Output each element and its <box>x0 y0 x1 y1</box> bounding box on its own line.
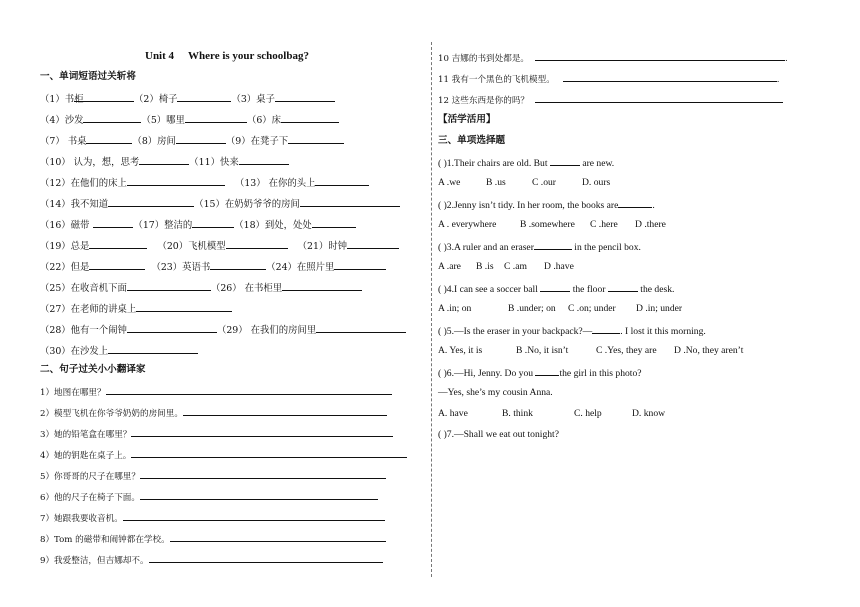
vocab-row <box>40 197 400 211</box>
option[interactable]: A. have <box>438 408 468 419</box>
question-stem: . <box>652 200 655 211</box>
answer-blank[interactable] <box>177 92 231 102</box>
answer-blank[interactable] <box>108 197 194 207</box>
vocab-item: （9）在凳子下 <box>225 136 289 147</box>
option[interactable]: B .No, it isn’t <box>516 345 569 356</box>
question-stem: ( )5.—Is the eraser in your backpack?— <box>438 326 593 337</box>
translate-prompt: 1）地图在哪里？ <box>40 388 106 398</box>
option[interactable]: D .No, they aren’t <box>674 345 744 356</box>
answer-blank[interactable] <box>535 93 783 103</box>
translate-prompt: 4）她的钥匙在桌子上。 <box>40 451 132 461</box>
vocab-item: （17）整洁的 <box>133 220 193 231</box>
vocab-item: （18）到处，处处 <box>234 220 312 231</box>
vocab-row <box>40 113 339 127</box>
vocab-row <box>40 218 356 232</box>
option[interactable]: C .our <box>532 177 556 188</box>
question-6 <box>438 366 642 380</box>
option[interactable]: A .in; on <box>438 303 472 314</box>
unit-name: Where is your schoolbag? <box>188 50 309 62</box>
answer-blank[interactable] <box>140 469 386 479</box>
answer-blank[interactable] <box>239 155 289 165</box>
translate-item <box>40 469 386 483</box>
question-2-options <box>438 219 666 231</box>
question-3-options <box>438 261 574 273</box>
option[interactable]: A. Yes, it is <box>438 345 483 356</box>
vocab-row <box>40 323 406 337</box>
vocab-item: （11）快来 <box>189 157 239 168</box>
answer-blank[interactable] <box>316 323 406 333</box>
answer-blank[interactable] <box>74 92 134 102</box>
question-7: ( )7.—Shall we eat out tonight? <box>438 429 559 440</box>
vocab-item: （23）英语书 <box>151 262 211 273</box>
translate-prompt: 7）她跟我要收音机。 <box>40 514 123 524</box>
vocab-item: （29） 在我们的房间里 <box>216 325 317 336</box>
question-stem: ( )1.Their chairs are old. But <box>438 158 548 169</box>
vocab-item: （4）沙发 <box>40 115 84 126</box>
translate-prompt: 2）模型飞机在你爷爷奶奶的房间里。 <box>40 409 183 419</box>
option[interactable]: D .there <box>635 219 666 230</box>
question-5 <box>438 324 706 338</box>
translate-prompt: 11 我有一个黑色的飞机模型。 <box>438 75 555 85</box>
answer-blank[interactable] <box>226 239 288 249</box>
vocab-item: （3）桌子 <box>231 94 275 105</box>
answer-blank[interactable] <box>131 427 393 437</box>
option[interactable]: B .is <box>476 261 494 272</box>
question-stem: ( )3.A ruler and an eraser <box>438 242 534 253</box>
vocab-item: （16）磁带 <box>40 220 90 231</box>
question-stem: in the pencil box. <box>574 242 641 253</box>
column-divider <box>431 42 432 577</box>
section3-heading: 三、单项选择题 <box>438 135 506 146</box>
answer-blank[interactable] <box>83 113 141 123</box>
answer-blank[interactable] <box>347 239 399 249</box>
answer-blank[interactable] <box>131 448 407 458</box>
vocab-item: （12）在他们的床上 <box>40 178 127 189</box>
translate-prompt: 5）你哥哥的尺子在哪里？ <box>40 472 140 482</box>
vocab-item: （28）他有一个闹钟 <box>40 325 127 336</box>
question-5-options <box>438 345 743 357</box>
question-6-reply: —Yes, she’s my cousin Anna. <box>438 387 553 398</box>
answer-blank[interactable] <box>127 281 211 291</box>
translate-prompt: 12 这些东西是你的吗？ <box>438 96 530 106</box>
translate-prompt: 6）他的尺子在椅子下面。 <box>40 493 140 503</box>
practice-label: 【活学活用】 <box>438 114 496 125</box>
answer-blank[interactable] <box>535 366 559 376</box>
vocab-row <box>40 260 386 274</box>
option[interactable]: D .have <box>544 261 574 272</box>
option[interactable]: A . everywhere <box>438 219 497 230</box>
vocab-item: （8）房间 <box>132 136 176 147</box>
translate-item <box>40 532 386 546</box>
vocab-row <box>40 281 362 295</box>
vocab-item: （21）时钟 <box>297 241 348 252</box>
answer-blank[interactable] <box>139 155 189 165</box>
translate-item <box>40 427 393 441</box>
vocab-item: （25）在收音机下面 <box>40 283 127 294</box>
answer-blank[interactable] <box>312 218 356 228</box>
translate-prompt: 10 吉娜的书到处都是。 <box>438 54 530 64</box>
answer-blank[interactable] <box>315 176 369 186</box>
question-stem: ( )6.—Hi, Jenny. Do you <box>438 368 534 379</box>
translate-item <box>40 553 383 567</box>
answer-blank[interactable] <box>123 511 385 521</box>
translate-item: 11 我有一个黑色的飞机模型。 . <box>438 72 780 86</box>
translate-prompt: 3）她的铅笔盒在哪里？ <box>40 430 132 440</box>
vocab-item: （14）我不知道 <box>40 199 109 210</box>
answer-blank[interactable] <box>210 260 266 270</box>
answer-blank[interactable] <box>108 344 198 354</box>
question-stem: are new. <box>582 158 615 169</box>
vocab-row <box>40 155 289 169</box>
question-3 <box>438 240 641 254</box>
translate-prompt: 8）Tom 的磁带和闹钟都在学校。 <box>40 535 170 545</box>
vocab-row <box>40 92 335 106</box>
answer-blank[interactable] <box>140 490 378 500</box>
answer-blank[interactable] <box>89 260 145 270</box>
answer-blank[interactable] <box>170 532 386 542</box>
page-title <box>145 50 309 62</box>
answer-blank[interactable] <box>288 134 344 144</box>
vocab-item: （20）飞机模型 <box>157 241 226 252</box>
vocab-item: （1）书柜 <box>40 94 84 105</box>
option[interactable]: B. think <box>502 408 533 419</box>
answer-blank[interactable] <box>185 113 247 123</box>
answer-blank[interactable] <box>563 72 777 82</box>
unit-label: Unit 4 <box>145 50 175 62</box>
answer-blank[interactable] <box>608 282 638 292</box>
vocab-item: （2）椅子 <box>134 94 178 105</box>
question-1 <box>438 156 614 170</box>
section2-heading: 二、句子过关小小翻译家 <box>40 364 146 375</box>
answer-blank[interactable] <box>618 198 652 208</box>
vocab-row <box>40 239 399 253</box>
answer-blank[interactable] <box>86 134 132 144</box>
vocab-item: （7） 书桌 <box>40 136 87 147</box>
option[interactable]: B .under; on <box>508 303 556 314</box>
question-stem: ( )2.Jenny isn’t tidy. In her room, the books are <box>438 200 619 211</box>
question-stem: the floor <box>572 284 606 295</box>
vocab-item: （6）床 <box>246 115 282 126</box>
answer-blank[interactable] <box>136 302 232 312</box>
vocab-item: （19）总是 <box>40 241 90 252</box>
vocab-item: （30）在沙发上 <box>40 346 109 357</box>
vocab-item: （27）在老师的讲桌上 <box>40 304 137 315</box>
option[interactable]: B .somewhere <box>520 219 575 230</box>
answer-blank[interactable] <box>334 260 386 270</box>
answer-blank[interactable] <box>275 92 335 102</box>
option[interactable]: C. help <box>574 408 602 419</box>
vocab-item: （13） 在你的头上 <box>234 178 316 189</box>
vocab-row <box>40 134 344 148</box>
vocab-item: （22）但是 <box>40 262 90 273</box>
option[interactable]: D. know <box>632 408 666 419</box>
question-4-options <box>438 303 682 315</box>
question-2 <box>438 198 655 212</box>
question-1-options <box>438 177 610 189</box>
answer-blank[interactable] <box>127 176 225 186</box>
translate-item <box>40 490 378 504</box>
translate-prompt: 9）我爱整洁，但吉娜却不。 <box>40 556 149 566</box>
question-6-options <box>438 408 665 420</box>
option[interactable]: C .Yes, they are <box>596 345 657 356</box>
answer-blank[interactable] <box>550 156 580 166</box>
option[interactable]: B .us <box>486 177 506 188</box>
translate-item: 10 吉娜的书到处都是。 . <box>438 51 788 65</box>
answer-blank[interactable] <box>281 113 339 123</box>
section1-heading: 一、单词短语过关斩将 <box>40 71 136 82</box>
option[interactable]: A .are <box>438 261 461 272</box>
question-stem: . I lost it this morning. <box>620 326 706 337</box>
vocab-item: （24）在照片里 <box>266 262 335 273</box>
answer-blank[interactable] <box>192 218 234 228</box>
answer-blank[interactable] <box>176 134 226 144</box>
vocab-item: （26） 在书柜里 <box>210 283 283 294</box>
answer-blank[interactable] <box>592 324 620 334</box>
vocab-row <box>40 302 232 316</box>
option[interactable]: D. ours <box>582 177 611 188</box>
option[interactable]: C .here <box>590 219 618 230</box>
vocab-row <box>40 344 198 358</box>
question-stem: the girl in this photo? <box>559 368 642 379</box>
option[interactable]: C .am <box>504 261 527 272</box>
translate-item <box>40 385 392 399</box>
answer-blank[interactable] <box>149 553 383 563</box>
question-stem: the desk. <box>640 284 675 295</box>
vocab-item: （10） 认为，想，思考 <box>40 157 140 168</box>
translate-item <box>438 93 783 107</box>
translate-item <box>40 511 385 525</box>
answer-blank[interactable] <box>534 240 572 250</box>
translate-item <box>40 448 407 462</box>
vocab-row <box>40 176 369 190</box>
translate-item <box>40 406 387 420</box>
answer-blank[interactable] <box>183 406 387 416</box>
answer-blank[interactable] <box>282 281 362 291</box>
answer-blank[interactable] <box>535 51 785 61</box>
answer-blank[interactable] <box>540 282 570 292</box>
answer-blank[interactable] <box>127 323 217 333</box>
option[interactable]: A .we <box>438 177 461 188</box>
question-4 <box>438 282 674 296</box>
question-stem: ( )4.I can see a soccer ball <box>438 284 538 295</box>
option[interactable]: D .in; under <box>636 303 683 314</box>
answer-blank[interactable] <box>106 385 392 395</box>
answer-blank[interactable] <box>300 197 400 207</box>
answer-blank[interactable] <box>93 218 133 228</box>
vocab-item: （5）哪里 <box>141 115 185 126</box>
option[interactable]: C .on; under <box>568 303 616 314</box>
answer-blank[interactable] <box>89 239 147 249</box>
vocab-item: （15）在奶奶爷爷的房间 <box>194 199 300 210</box>
